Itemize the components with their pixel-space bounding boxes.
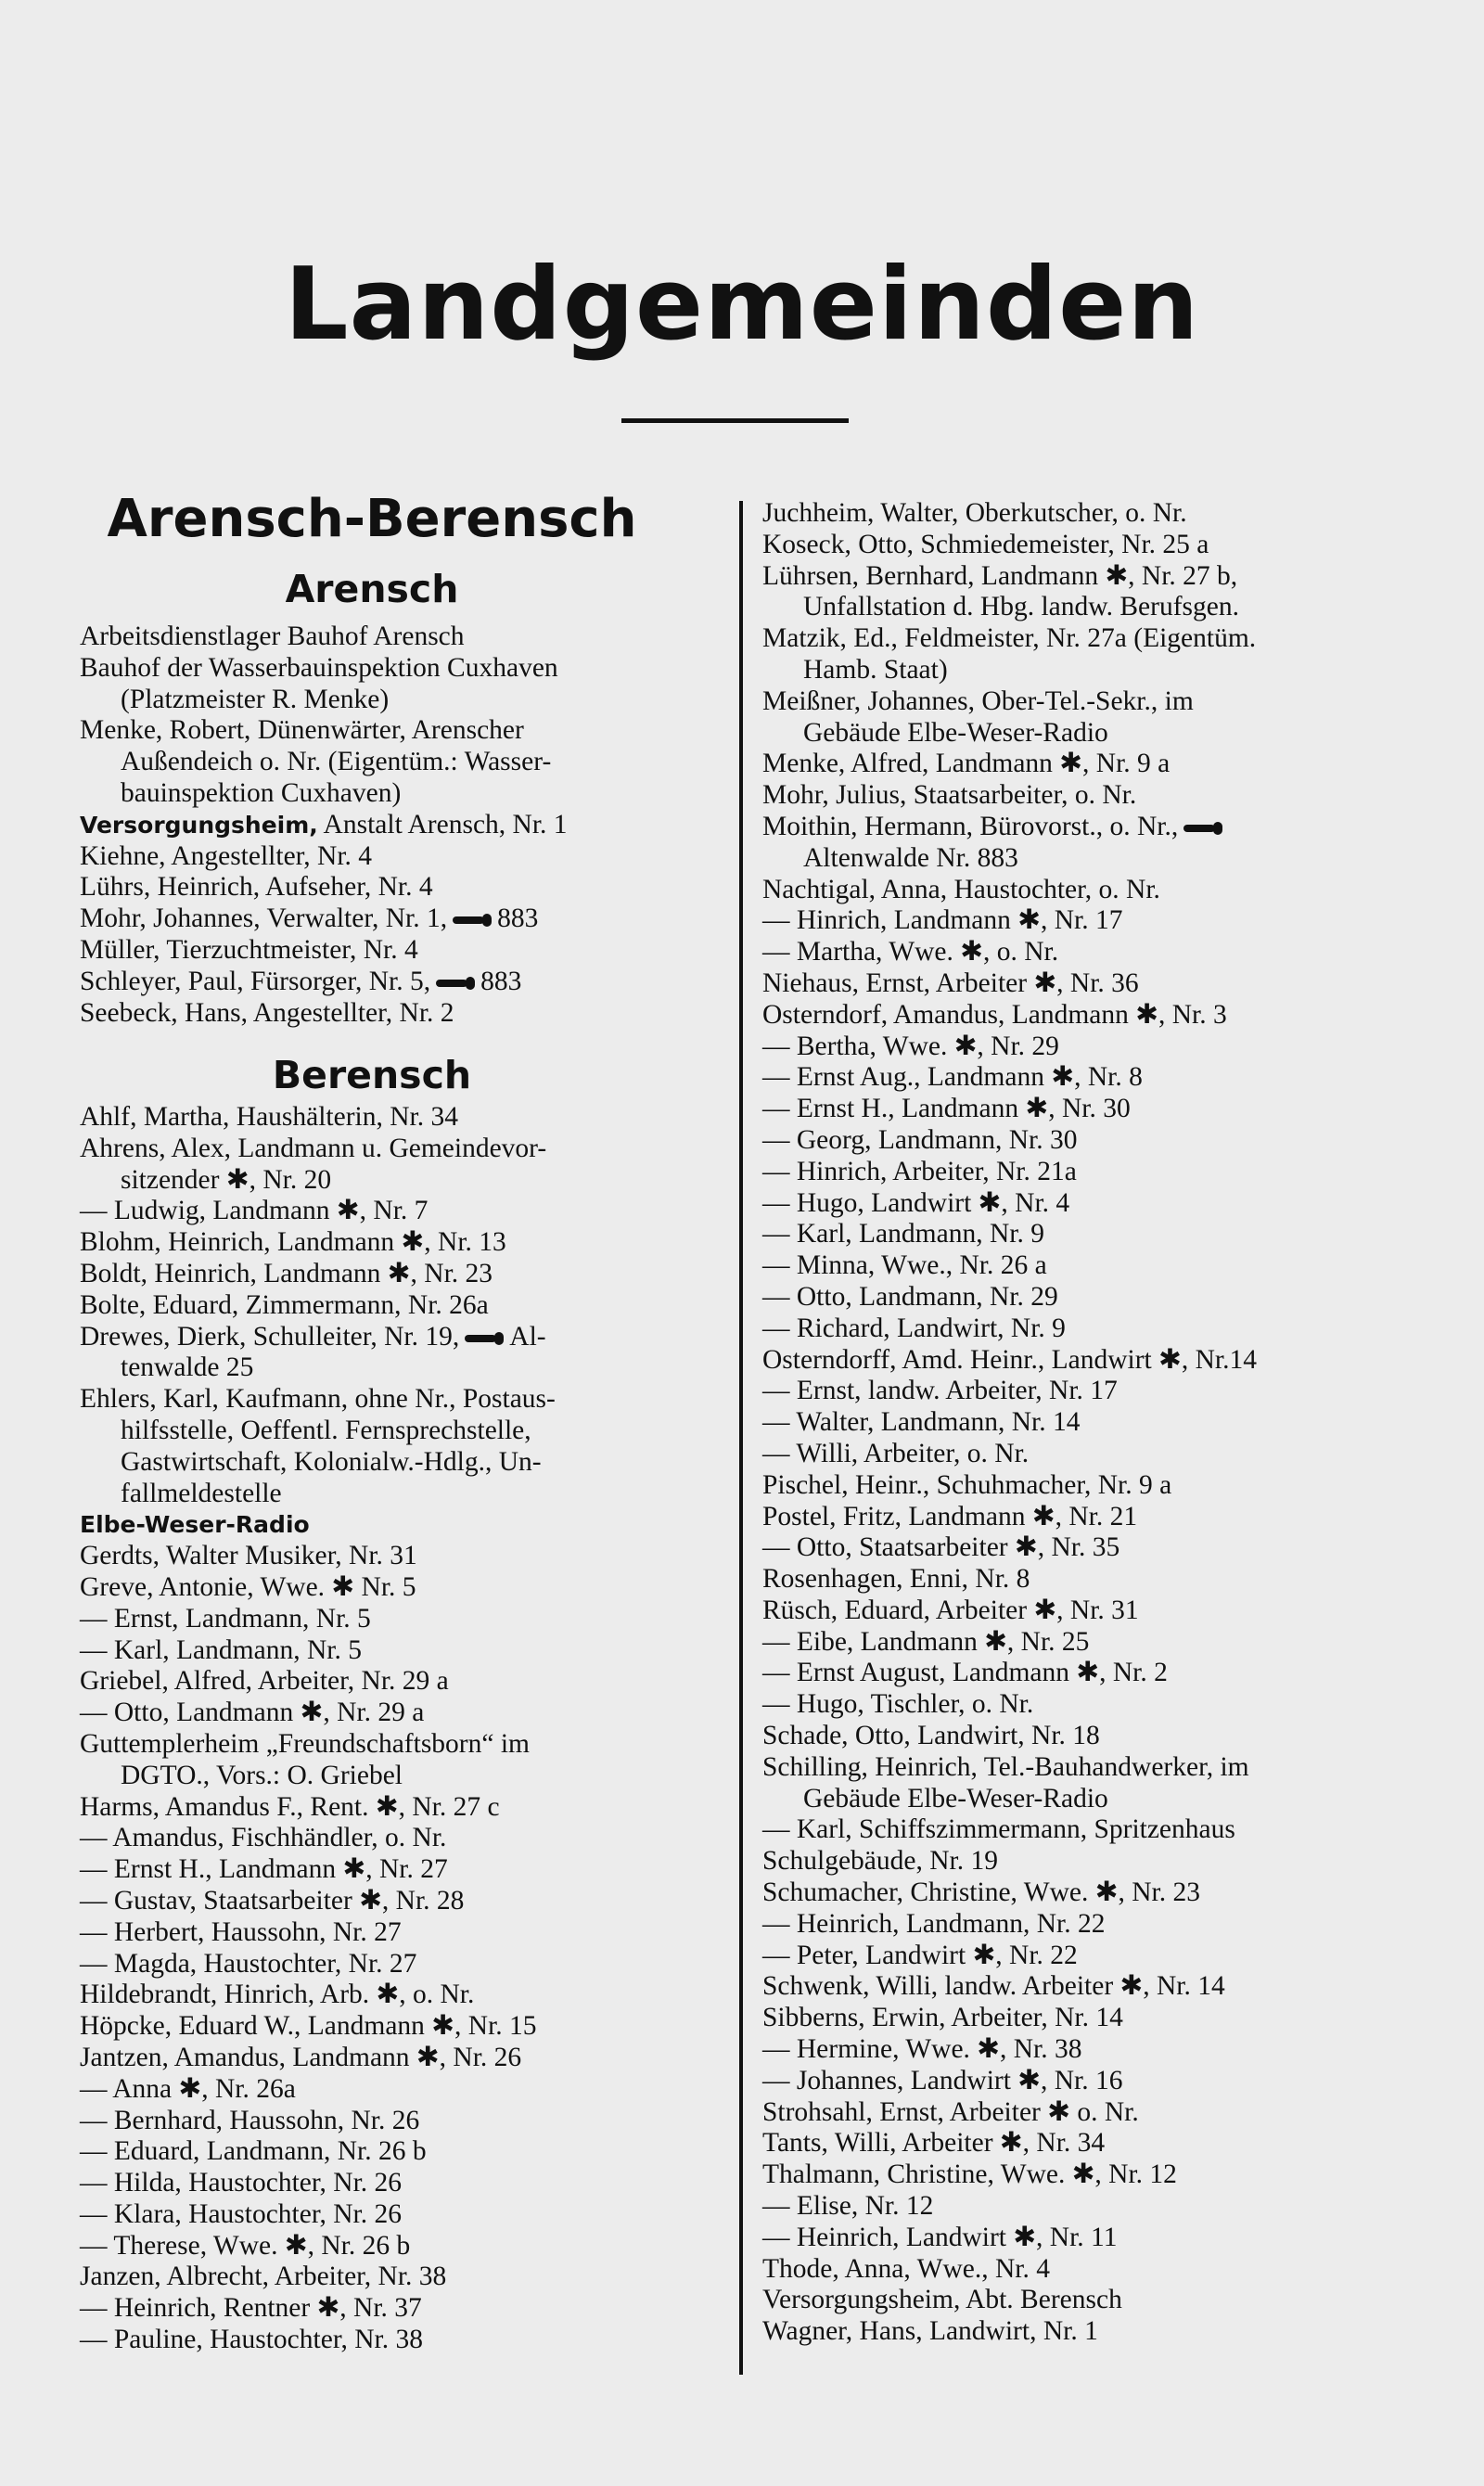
entry-text: Lührs, Heinrich, Aufseher, Nr. 4 bbox=[80, 872, 433, 903]
entry-text: — Otto, Landmann, Nr. 29 bbox=[762, 1281, 1058, 1312]
list-item bbox=[80, 1541, 556, 1572]
list-item bbox=[762, 592, 1257, 623]
list-item bbox=[80, 2199, 556, 2231]
entry-text: Harms, Amandus F., Rent. ✱, Nr. 27 c bbox=[80, 1791, 500, 1822]
entry-text: — Minna, Wwe., Nr. 26 a bbox=[762, 1250, 1047, 1281]
entry-text: — Heinrich, Landmann, Nr. 22 bbox=[762, 1908, 1106, 1939]
arensch-entry-list bbox=[80, 622, 568, 1029]
list-item bbox=[762, 1846, 1257, 1877]
list-item bbox=[80, 935, 568, 967]
entry-text: — Bernhard, Haussohn, Nr. 26 bbox=[80, 2105, 420, 2135]
list-item bbox=[80, 1416, 556, 1447]
list-item bbox=[80, 2011, 556, 2043]
list-item bbox=[80, 2325, 556, 2356]
list-item bbox=[80, 1729, 556, 1761]
list-item bbox=[80, 2136, 556, 2168]
entry-text: Rüsch, Eduard, Arbeiter ✱, Nr. 31 bbox=[762, 1595, 1139, 1625]
list-item bbox=[762, 686, 1257, 718]
entry-text: Postel, Fritz, Landmann ✱, Nr. 21 bbox=[762, 1501, 1138, 1531]
entry-text: Koseck, Otto, Schmiedemeister, Nr. 25 a bbox=[762, 529, 1209, 559]
entry-text: Thode, Anna, Wwe., Nr. 4 bbox=[762, 2253, 1050, 2284]
entry-text: fallmeldestelle bbox=[121, 1478, 282, 1508]
entry-text: Griebel, Alfred, Arbeiter, Nr. 29 a bbox=[80, 1666, 449, 1697]
entry-text: Osterndorf, Amandus, Landmann ✱, Nr. 3 bbox=[762, 999, 1227, 1030]
list-item bbox=[80, 1949, 556, 1980]
entry-text: — Hugo, Tischler, o. Nr. bbox=[762, 1689, 1034, 1720]
list-item bbox=[762, 1470, 1257, 1502]
list-item bbox=[80, 2106, 556, 2137]
list-item bbox=[80, 1854, 556, 1886]
list-item bbox=[762, 2316, 1257, 2348]
entry-text: Sibberns, Erwin, Arbeiter, Nr. 14 bbox=[762, 2003, 1123, 2033]
list-item bbox=[762, 968, 1257, 1000]
list-item bbox=[80, 1761, 556, 1792]
entry-text: Osterndorff, Amd. Heinr., Landwirt ✱, Nr.14 bbox=[762, 1344, 1257, 1375]
list-item bbox=[762, 1658, 1257, 1689]
list-item bbox=[762, 1282, 1257, 1313]
entry-text: Schulgebäude, Nr. 19 bbox=[762, 1846, 998, 1877]
telephone-icon bbox=[463, 1332, 505, 1345]
telephone-icon bbox=[451, 914, 493, 927]
list-item bbox=[80, 1165, 556, 1197]
entry-text: — Eduard, Landmann, Nr. 26 b bbox=[80, 2136, 427, 2167]
list-item bbox=[762, 1345, 1257, 1377]
entry-text: Ahlf, Martha, Haushälterin, Nr. 34 bbox=[80, 1102, 458, 1132]
entry-text: Drewes, Dierk, Schulleiter, Nr. 19, bbox=[80, 1321, 460, 1352]
gemeinde-heading: Arensch-Berensch bbox=[107, 489, 637, 549]
list-item bbox=[80, 967, 568, 998]
entry-text: Boldt, Heinrich, Landmann ✱, Nr. 23 bbox=[80, 1258, 493, 1288]
entry-text: Jantzen, Amandus, Landmann ✱, Nr. 26 bbox=[80, 2042, 522, 2072]
entry-text: — Georg, Landmann, Nr. 30 bbox=[762, 1124, 1078, 1155]
list-item bbox=[762, 1564, 1257, 1595]
list-item bbox=[80, 1792, 556, 1824]
entry-text: — Ernst H., Landmann ✱, Nr. 27 bbox=[80, 1854, 448, 1885]
entry-text: — Klara, Haustochter, Nr. 26 bbox=[80, 2198, 402, 2229]
section-heading-berensch: Berensch bbox=[272, 1053, 472, 1097]
entry-text: Niehaus, Ernst, Arbeiter ✱, Nr. 36 bbox=[762, 967, 1139, 998]
list-item bbox=[762, 1971, 1257, 2003]
section-heading-arensch: Arensch bbox=[285, 567, 459, 611]
list-item bbox=[80, 1352, 556, 1384]
berensch-entry-list bbox=[80, 1102, 556, 2356]
entry-text: — Magda, Haustochter, Nr. 27 bbox=[80, 1948, 417, 1979]
list-item bbox=[80, 1447, 556, 1479]
list-item bbox=[80, 622, 568, 653]
list-item bbox=[762, 1188, 1257, 1220]
list-item bbox=[80, 1322, 556, 1353]
entry-text: — Elise, Nr. 12 bbox=[762, 2191, 934, 2222]
list-item bbox=[80, 810, 568, 841]
entry-text: tenwalde 25 bbox=[121, 1352, 254, 1383]
list-item bbox=[80, 1698, 556, 1729]
list-item bbox=[762, 655, 1257, 686]
entry-text: Rosenhagen, Enni, Nr. 8 bbox=[762, 1564, 1030, 1595]
list-item bbox=[80, 998, 568, 1030]
entry-text: — Karl, Schiffszimmermann, Spritzenhaus bbox=[762, 1814, 1235, 1845]
entry-text: Mohr, Johannes, Verwalter, Nr. 1, bbox=[80, 903, 448, 934]
entry-text: Schwenk, Willi, landw. Arbeiter ✱, Nr. 14 bbox=[762, 1971, 1225, 2002]
entry-text: Lührsen, Bernhard, Landmann ✱, Nr. 27 b, bbox=[762, 560, 1238, 591]
list-item bbox=[80, 2043, 556, 2074]
entry-text: — Hugo, Landwirt ✱, Nr. 4 bbox=[762, 1187, 1070, 1218]
entry-text: Arbeitsdienstlager Bauhof Arensch bbox=[80, 622, 465, 651]
list-item bbox=[762, 1219, 1257, 1250]
entry-text: (Platzmeister R. Menke) bbox=[121, 684, 390, 714]
entry-text: — Eibe, Landmann ✱, Nr. 25 bbox=[762, 1626, 1090, 1657]
entry-text: — Otto, Staatsarbeiter ✱, Nr. 35 bbox=[762, 1532, 1120, 1563]
list-item bbox=[80, 2231, 556, 2262]
entry-text: — Karl, Landmann, Nr. 9 bbox=[762, 1219, 1044, 1249]
list-item bbox=[762, 2003, 1257, 2034]
entry-text: Wagner, Hans, Landwirt, Nr. 1 bbox=[762, 2316, 1098, 2347]
list-item bbox=[762, 1502, 1257, 1533]
page-title: Landgemeinden bbox=[284, 247, 1200, 363]
entry-text: Hamb. Staat) bbox=[803, 654, 948, 685]
entry-text: — Hermine, Wwe. ✱, Nr. 38 bbox=[762, 2034, 1082, 2065]
entry-text: Schade, Otto, Landwirt, Nr. 18 bbox=[762, 1721, 1100, 1751]
entry-text: — Ernst, Landmann, Nr. 5 bbox=[80, 1603, 371, 1634]
list-item bbox=[762, 718, 1257, 750]
list-item bbox=[762, 905, 1257, 937]
list-item bbox=[80, 747, 568, 778]
list-item bbox=[80, 1196, 556, 1227]
entry-text: — Otto, Landmann ✱, Nr. 29 a bbox=[80, 1698, 425, 1728]
entry-text: Außendeich o. Nr. (Eigentüm.: Wasser- bbox=[121, 747, 552, 777]
entry-text: Gerdts, Walter Musiker, Nr. 31 bbox=[80, 1541, 417, 1571]
list-item bbox=[762, 2223, 1257, 2254]
entry-text: Moithin, Hermann, Bürovorst., o. Nr., bbox=[762, 811, 1179, 841]
entry-text: — Johannes, Landwirt ✱, Nr. 16 bbox=[762, 2065, 1123, 2095]
entry-text: — Hinrich, Landmann ✱, Nr. 17 bbox=[762, 905, 1123, 936]
list-item bbox=[80, 715, 568, 747]
entry-text: Greve, Antonie, Wwe. ✱ Nr. 5 bbox=[80, 1571, 416, 1602]
list-item bbox=[762, 1032, 1257, 1063]
entry-text: Gastwirtschaft, Kolonialw.-Hdlg., Un- bbox=[121, 1446, 542, 1477]
list-item bbox=[762, 1689, 1257, 1721]
list-item bbox=[80, 841, 568, 873]
entry-text: Guttemplerheim „Freundschaftsborn“ im bbox=[80, 1728, 530, 1759]
entry-text: sitzender ✱, Nr. 20 bbox=[121, 1164, 332, 1195]
entry-text: — Walter, Landmann, Nr. 14 bbox=[762, 1407, 1081, 1438]
list-item bbox=[762, 530, 1257, 561]
entry-text: Unfallstation d. Hbg. landw. Berufsgen. bbox=[803, 592, 1239, 622]
entry-text: — Ernst H., Landmann ✱, Nr. 30 bbox=[762, 1094, 1131, 1124]
entry-text: bauinspektion Cuxhaven) bbox=[121, 777, 402, 808]
list-item bbox=[762, 1752, 1257, 1784]
list-item bbox=[762, 1909, 1257, 1941]
list-item bbox=[762, 2159, 1257, 2191]
list-item bbox=[762, 1814, 1257, 1846]
list-item bbox=[762, 1877, 1257, 1909]
list-item bbox=[762, 1000, 1257, 1032]
list-item bbox=[762, 561, 1257, 593]
list-item bbox=[80, 1134, 556, 1165]
list-item bbox=[80, 2293, 556, 2325]
list-item bbox=[762, 1125, 1257, 1157]
list-item bbox=[762, 1627, 1257, 1659]
entry-text: Gebäude Elbe-Weser-Radio bbox=[803, 717, 1108, 748]
list-item bbox=[762, 937, 1257, 968]
list-item bbox=[762, 812, 1257, 843]
entry-text: — Amandus, Fischhändler, o. Nr. bbox=[80, 1823, 447, 1853]
right-column-entry-list bbox=[762, 498, 1257, 2348]
entry-text: — Hinrich, Arbeiter, Nr. 21a bbox=[762, 1156, 1077, 1186]
list-item bbox=[80, 2074, 556, 2106]
entry-text: — Willi, Arbeiter, o. Nr. bbox=[762, 1438, 1030, 1468]
list-item bbox=[762, 843, 1257, 875]
entry-text: Hildebrandt, Hinrich, Arb. ✱, o. Nr. bbox=[80, 1980, 475, 2010]
list-item bbox=[762, 1313, 1257, 1345]
entry-text: Schumacher, Christine, Wwe. ✱, Nr. 23 bbox=[762, 1877, 1200, 1908]
list-item bbox=[80, 1479, 556, 1510]
list-item bbox=[80, 1823, 556, 1854]
list-item bbox=[762, 1941, 1257, 1972]
entry-text: — Peter, Landwirt ✱, Nr. 22 bbox=[762, 1940, 1078, 1970]
entry-text: Blohm, Heinrich, Landmann ✱, Nr. 13 bbox=[80, 1227, 506, 1258]
telephone-icon bbox=[434, 977, 477, 990]
list-item bbox=[762, 749, 1257, 780]
entry-text: Schleyer, Paul, Fürsorger, Nr. 5, bbox=[80, 966, 431, 996]
list-item bbox=[80, 1227, 556, 1259]
list-item bbox=[762, 2254, 1257, 2286]
entry-text: Menke, Alfred, Landmann ✱, Nr. 9 a bbox=[762, 749, 1171, 779]
entry-text: Ahrens, Alex, Landmann u. Gemeindevor- bbox=[80, 1133, 547, 1163]
entry-text: — Pauline, Haustochter, Nr. 38 bbox=[80, 2325, 423, 2355]
entry-text: Versorgungsheim, Abt. Berensch bbox=[762, 2285, 1122, 2315]
list-item bbox=[80, 1917, 556, 1949]
list-item bbox=[80, 1572, 556, 1604]
list-item bbox=[762, 1157, 1257, 1188]
entry-text: Tants, Willi, Arbeiter ✱, Nr. 34 bbox=[762, 2128, 1106, 2159]
entry-text: Meißner, Johannes, Ober-Tel.-Sekr., im bbox=[762, 686, 1194, 716]
entry-text: Anstalt Arensch, Nr. 1 bbox=[317, 809, 568, 839]
list-item bbox=[80, 778, 568, 810]
entry-text: — Bertha, Wwe. ✱, Nr. 29 bbox=[762, 1031, 1059, 1061]
bold-entry-name: Elbe-Weser-Radio bbox=[80, 1511, 310, 1539]
list-item bbox=[80, 1290, 556, 1322]
list-item bbox=[762, 1062, 1257, 1094]
entry-text: — Martha, Wwe. ✱, o. Nr. bbox=[762, 937, 1059, 967]
list-item bbox=[762, 780, 1257, 812]
entry-text: Altenwalde Nr. 883 bbox=[803, 842, 1018, 873]
entry-text: Matzik, Ed., Feldmeister, Nr. 27a (Eigentüm. bbox=[762, 623, 1257, 654]
entry-text: Juchheim, Walter, Oberkutscher, o. Nr. bbox=[762, 498, 1187, 528]
list-item bbox=[762, 1532, 1257, 1564]
list-item bbox=[762, 2191, 1257, 2223]
title-underline bbox=[621, 418, 849, 423]
entry-text: Mohr, Julius, Staatsarbeiter, o. Nr. bbox=[762, 780, 1137, 811]
entry-text: Höpcke, Eduard W., Landmann ✱, Nr. 15 bbox=[80, 2011, 537, 2042]
entry-text: Strohsahl, Ernst, Arbeiter ✱ o. Nr. bbox=[762, 2096, 1139, 2127]
entry-text: Pischel, Heinr., Schuhmacher, Nr. 9 a bbox=[762, 1469, 1172, 1500]
entry-text: hilfsstelle, Oeffentl. Fernsprechstelle, bbox=[121, 1415, 531, 1445]
entry-text: DGTO., Vors.: O. Griebel bbox=[121, 1760, 403, 1790]
entry-text: Kiehne, Angestellter, Nr. 4 bbox=[80, 840, 373, 871]
list-item bbox=[762, 875, 1257, 906]
telephone-number: 883 bbox=[480, 966, 522, 996]
entry-text: — Herbert, Haussohn, Nr. 27 bbox=[80, 1916, 402, 1947]
entry-text: Bolte, Eduard, Zimmermann, Nr. 26a bbox=[80, 1289, 489, 1320]
entry-text: — Therese, Wwe. ✱, Nr. 26 b bbox=[80, 2230, 411, 2261]
list-item bbox=[80, 1604, 556, 1635]
list-item bbox=[762, 1784, 1257, 1815]
entry-text: — Ernst, landw. Arbeiter, Nr. 17 bbox=[762, 1376, 1118, 1406]
list-item bbox=[80, 903, 568, 935]
list-item bbox=[762, 1721, 1257, 1752]
list-item bbox=[762, 1595, 1257, 1627]
telephone-icon bbox=[1182, 822, 1224, 835]
entry-text: — Ernst August, Landmann ✱, Nr. 2 bbox=[762, 1658, 1168, 1688]
list-item bbox=[80, 1886, 556, 1917]
list-item bbox=[80, 2262, 556, 2293]
entry-text: Schilling, Heinrich, Tel.-Bauhandwerker, im bbox=[762, 1751, 1249, 1782]
list-item bbox=[80, 1259, 556, 1290]
entry-text: Janzen, Albrecht, Arbeiter, Nr. 38 bbox=[80, 2262, 447, 2292]
entry-text: Thalmann, Christine, Wwe. ✱, Nr. 12 bbox=[762, 2159, 1177, 2190]
list-item bbox=[762, 2128, 1257, 2159]
list-item bbox=[80, 1980, 556, 2011]
entry-text: — Richard, Landwirt, Nr. 9 bbox=[762, 1313, 1066, 1343]
list-item bbox=[762, 2034, 1257, 2066]
list-item bbox=[80, 872, 568, 903]
list-item bbox=[80, 1509, 556, 1541]
entry-text: — Hilda, Haustochter, Nr. 26 bbox=[80, 2168, 403, 2198]
list-item bbox=[762, 498, 1257, 530]
list-item bbox=[762, 1094, 1257, 1125]
entry-text: — Heinrich, Rentner ✱, Nr. 37 bbox=[80, 2293, 422, 2324]
entry-text: — Ernst Aug., Landmann ✱, Nr. 8 bbox=[762, 1062, 1143, 1093]
bold-entry-name: Versorgungsheim, bbox=[80, 811, 318, 839]
list-item bbox=[80, 1635, 556, 1667]
list-item bbox=[762, 2066, 1257, 2097]
list-item bbox=[762, 2097, 1257, 2129]
entry-text: — Heinrich, Landwirt ✱, Nr. 11 bbox=[762, 2222, 1118, 2252]
entry-text: — Gustav, Staatsarbeiter ✱, Nr. 28 bbox=[80, 1885, 465, 1916]
entry-text: — Karl, Landmann, Nr. 5 bbox=[80, 1634, 362, 1665]
entry-text: — Anna ✱, Nr. 26a bbox=[80, 2073, 296, 2104]
list-item bbox=[762, 1376, 1257, 1407]
entry-text: Gebäude Elbe-Weser-Radio bbox=[803, 1783, 1108, 1813]
list-item bbox=[80, 1666, 556, 1698]
telephone-number: 883 bbox=[497, 903, 539, 934]
entry-text: Menke, Robert, Dünenwärter, Arenscher bbox=[80, 715, 524, 746]
list-item bbox=[80, 1384, 556, 1416]
column-divider bbox=[739, 501, 743, 2375]
list-item bbox=[80, 2168, 556, 2199]
list-item bbox=[762, 1250, 1257, 1282]
entry-text: Bauhof der Wasserbauinspektion Cuxhaven bbox=[80, 652, 558, 683]
entry-text: Nachtigal, Anna, Haustochter, o. Nr. bbox=[762, 874, 1160, 904]
list-item bbox=[762, 623, 1257, 655]
list-item bbox=[762, 1407, 1257, 1439]
list-item bbox=[80, 1102, 556, 1134]
entry-text: Seebeck, Hans, Angestellter, Nr. 2 bbox=[80, 997, 454, 1028]
entry-text: — Ludwig, Landmann ✱, Nr. 7 bbox=[80, 1196, 429, 1226]
entry-text: Müller, Tierzuchtmeister, Nr. 4 bbox=[80, 934, 418, 965]
telephone-number: Al- bbox=[509, 1321, 546, 1352]
entry-text: Ehlers, Karl, Kaufmann, ohne Nr., Postaus- bbox=[80, 1384, 556, 1415]
list-item bbox=[762, 2285, 1257, 2316]
list-item bbox=[762, 1439, 1257, 1470]
list-item bbox=[80, 653, 568, 685]
list-item bbox=[80, 685, 568, 716]
